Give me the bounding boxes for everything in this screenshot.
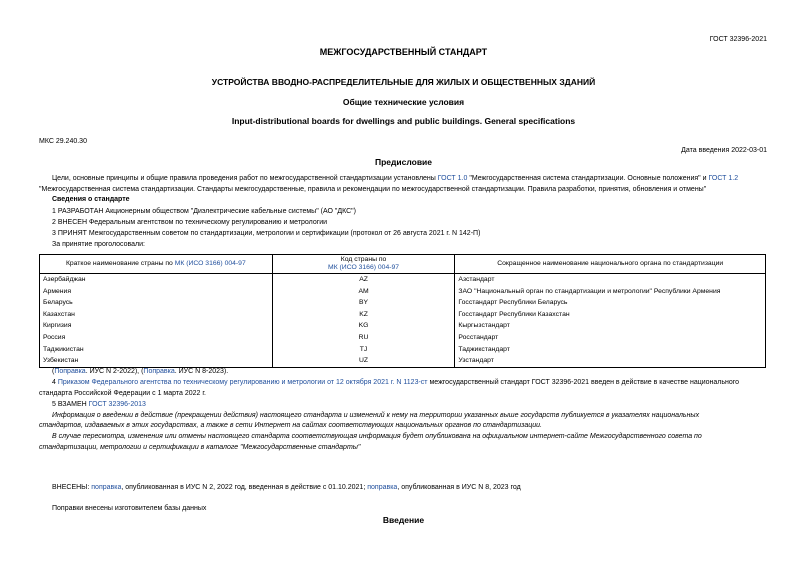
title-en: Input-distributional boards for dwellings and public buildings. General specifications	[231, 116, 576, 126]
code-cell: AM	[272, 286, 455, 298]
item-4-order-line2: стандарта Российской Федерации с 1 марта 2022 г.	[39, 390, 206, 397]
table-row	[40, 332, 766, 344]
subtitle-ru: Общие технические условия	[342, 97, 465, 107]
amendment-link[interactable]: Поправка	[54, 368, 86, 375]
table-row	[40, 344, 766, 356]
code-cell: KG	[272, 320, 455, 332]
column-header-code: Код страны по МК (ИСО 3166) 004-97	[272, 255, 455, 274]
amendment-link[interactable]: поправка	[367, 484, 398, 491]
publication-notice-line2: стандартов, издаваемых в этих государствах, а также в сети Интернет на сайтах соответствующих национальных органов по стандартизации.	[39, 422, 542, 429]
item-2-submitted: 2 ВНЕСЕН Федеральным агентством по техническому регулированию и метрологии	[52, 219, 328, 226]
table-row	[40, 355, 766, 367]
countries-table	[39, 254, 766, 368]
standard-type: МЕЖГОСУДАРСТВЕННЫЙ СТАНДАРТ	[319, 47, 488, 57]
database-corrections-note: Поправки внесены изготовителем базы данных	[52, 505, 207, 512]
gost-32396-2013-link[interactable]: ГОСТ 32396-2013	[88, 401, 146, 408]
item-4-order-line1: 4 Приказом Федерального агентства по техническому регулированию и метрологии от 12 октября 2021 г. N 1123-ст межгосударственный стандарт ГОСТ 32396-2021 введен в действие в качестве национального	[52, 379, 740, 386]
country-cell: Узбекистан	[40, 355, 273, 367]
table-row	[40, 320, 766, 332]
document-code: ГОСТ 32396-2021	[709, 36, 767, 43]
body-cell: Узстандарт	[455, 355, 766, 367]
standard-info-title: Сведения о стандарте	[52, 196, 130, 203]
country-cell: Беларусь	[40, 297, 273, 309]
body-cell: Госстандарт Республики Казахстан	[455, 309, 766, 321]
code-cell: UZ	[272, 355, 455, 367]
country-cell: Армения	[40, 286, 273, 298]
voted-label: За принятие проголосовали:	[52, 241, 145, 248]
body-cell: Росстандарт	[455, 332, 766, 344]
country-cell: Азербайджан	[40, 274, 273, 286]
gost-1-0-link[interactable]: ГОСТ 1.0	[437, 175, 468, 182]
order-1123-st-link[interactable]: Приказом Федерального агентства по техническому регулированию и метрологии от 12 октября 2021 г. N 1123-ст	[57, 379, 428, 386]
introduction-title: Введение	[382, 515, 425, 525]
revision-notice-line1: В случае пересмотра, изменения или отмены настоящего стандарта соответствующая информация будет опубликована на официальном интернет-сайте Межгосударственного совета по	[52, 433, 702, 440]
country-cell: Казахстан	[40, 309, 273, 321]
item-3-adopted: 3 ПРИНЯТ Межгосударственным советом по стандартизации, метрологии и сертификации (протокол от 26 августа 2021 г. N 142-П)	[52, 230, 481, 237]
amendments-note: (Поправка. ИУС N 2-2022), (Поправка. ИУС N 8-2023).	[52, 368, 229, 375]
mks-code: МКС 29.240.30	[39, 138, 87, 145]
column-header-national-body: Сокращенное наименование национального органа по стандартизации	[455, 255, 766, 274]
country-cell: Россия	[40, 332, 273, 344]
code-cell: KZ	[272, 309, 455, 321]
table-row	[40, 309, 766, 321]
body-cell: Госстандарт Республики Беларусь	[455, 297, 766, 309]
applied-amendments: ВНЕСЕНЫ: поправка, опубликованная в ИУС N 2, 2022 год, введенная в действие с 01.10.2021; поправка, опубликованная в ИУС N 8, 2023 год	[52, 484, 521, 491]
country-cell: Таджикистан	[40, 344, 273, 356]
mk-iso-3166-link[interactable]: МК (ИСО 3166) 004-97	[174, 260, 246, 267]
column-header-country: Краткое наименование страны по МК (ИСО 3166) 004-97	[40, 255, 273, 274]
title-ru: УСТРОЙСТВА ВВОДНО-РАСПРЕДЕЛИТЕЛЬНЫЕ ДЛЯ ЖИЛЫХ И ОБЩЕСТВЕННЫХ ЗДАНИЙ	[211, 77, 596, 87]
table-row	[40, 286, 766, 298]
body-cell: ЗАО "Национальный орган по стандартизации и метрологии" Республики Армения	[455, 286, 766, 298]
item-5-replaces: 5 ВЗАМЕН ГОСТ 32396-2013	[52, 401, 146, 408]
revision-notice-line2: стандартизации, метрологии и сертификации в каталоге "Межгосударственные стандарты"	[39, 444, 361, 451]
amendment-link[interactable]: поправка	[91, 484, 122, 491]
table-header-row	[40, 255, 766, 274]
code-cell: TJ	[272, 344, 455, 356]
foreword-paragraph-line1: Цели, основные принципы и общие правила проведения работ по межгосударственной стандартизации установлены ГОСТ 1.0 "Межгосударственная система стандартизации. Основные положения" и ГОСТ 1.2	[52, 175, 739, 182]
code-cell: AZ	[272, 274, 455, 286]
gost-1-2-link[interactable]: ГОСТ 1.2	[708, 175, 739, 182]
foreword-paragraph-line2: "Межгосударственная система стандартизации. Стандарты межгосударственные, правила и рекомендации по межгосударственной стандартизации. Правила разработки, принятия, обновления и отмены"	[39, 185, 707, 193]
country-cell: Киргизия	[40, 320, 273, 332]
introduction-date: Дата введения 2022-03-01	[681, 147, 767, 154]
publication-notice-line1: Информация о введении в действие (прекращении действия) настоящего стандарта и изменений к нему на территории указанных выше государств публикуется в указателях национальных	[52, 412, 700, 419]
table-row	[40, 297, 766, 309]
table-row	[40, 274, 766, 286]
foreword-title: Предисловие	[374, 157, 433, 167]
body-cell: Таджикстандарт	[455, 344, 766, 356]
amendment-link[interactable]: Поправка	[143, 368, 175, 375]
body-cell: Кыргызстандарт	[455, 320, 766, 332]
body-cell: Азстандарт	[455, 274, 766, 286]
item-1-developed: 1 РАЗРАБОТАН Акционерным обществом "Диэлектрические кабельные системы" (АО "ДКС")	[52, 208, 356, 215]
code-cell: RU	[272, 332, 455, 344]
code-cell: BY	[272, 297, 455, 309]
mk-iso-3166-link[interactable]: МК (ИСО 3166) 004-97	[328, 264, 400, 271]
